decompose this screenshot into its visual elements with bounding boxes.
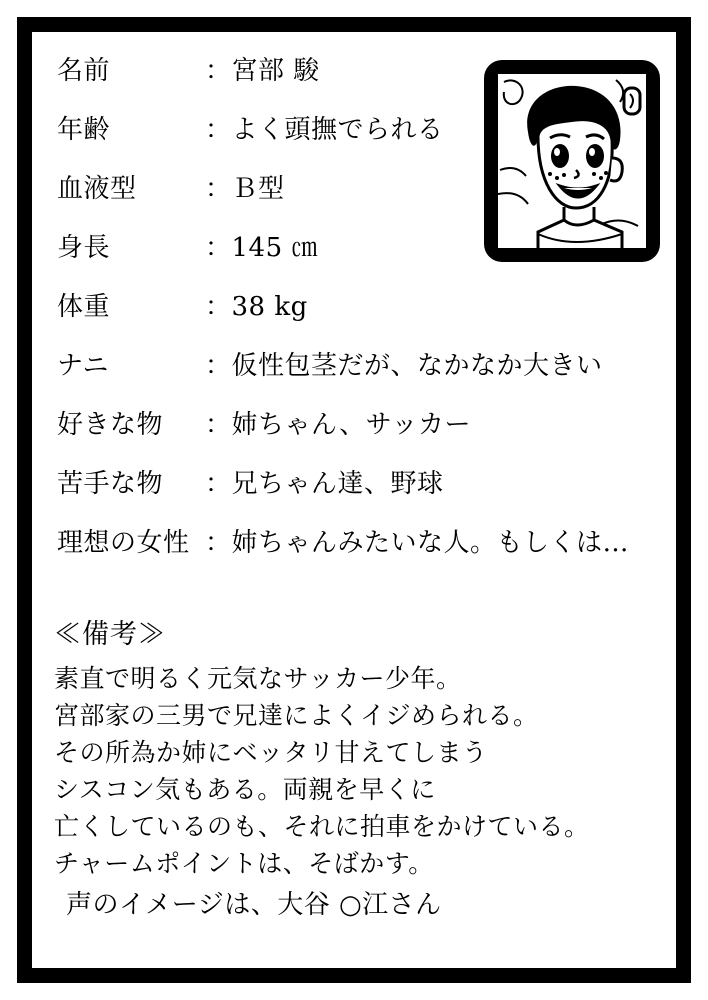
profile-label: 好きな物: [57, 410, 164, 440]
avatar: [484, 60, 660, 262]
notes-line: シスコン気もある。両親を早くに: [54, 775, 436, 804]
profile-row-ideal-woman: [57, 522, 657, 581]
corner-notch-top-left: [32, 32, 54, 50]
profile-label: ナニ: [57, 351, 109, 381]
profile-colon: ：: [205, 233, 232, 263]
avatar-image: [498, 74, 646, 248]
corner-notch-bottom-left: [32, 950, 54, 968]
profile-label: 理想の女性: [57, 528, 190, 558]
profile-colon: ：: [205, 56, 232, 86]
profile-value: Ｂ型: [231, 174, 285, 204]
corner-notch-bottom-right: [654, 950, 676, 968]
profile-value: 宮部 駿: [231, 56, 320, 86]
profile-label: 身長: [57, 233, 111, 263]
profile-row-dislikes: [57, 463, 657, 522]
profile-colon: ：: [205, 469, 232, 499]
notes-line: 宮部家の三男で兄達によくイジめられる。: [54, 701, 539, 730]
profile-colon: ：: [205, 528, 232, 558]
profile-colon: ：: [205, 174, 232, 204]
notes-heading: ≪備考≫: [54, 619, 166, 650]
notes-body: [54, 660, 654, 882]
notes-line: 亡くしているのも、それに拍車をかけている。: [54, 812, 590, 841]
profile-row-likes: [57, 404, 657, 463]
notes-line: その所為か姉にベッタリ甘えてしまう: [54, 738, 488, 767]
profile-value: 仮性包茎だが、なかなか大きい: [231, 351, 603, 381]
profile-value: 145 ㎝: [231, 233, 318, 263]
profile-row-nani: [57, 345, 657, 404]
profile-content: [32, 32, 676, 968]
profile-label: 名前: [57, 56, 111, 86]
portrait-illustration: [498, 74, 646, 248]
profile-colon: ：: [205, 115, 232, 145]
notes-line: 素直で明るく元気なサッカー少年。: [54, 664, 462, 693]
corner-notch-top-right: [654, 32, 676, 50]
profile-label: 血液型: [57, 174, 137, 204]
profile-row-weight: [57, 286, 657, 345]
profile-label: 体重: [57, 292, 111, 322]
profile-value: 兄ちゃん達、野球: [231, 469, 444, 499]
profile-colon: ：: [205, 410, 232, 440]
profile-value: 38 kg: [231, 292, 308, 322]
profile-value: よく頭撫でられる: [231, 115, 444, 145]
voice-note: 声のイメージは、大谷 ○江さん: [66, 890, 442, 920]
notes-line: チャームポイントは、そばかす。: [54, 849, 434, 878]
profile-colon: ：: [205, 351, 232, 381]
profile-value: 姉ちゃん、サッカー: [231, 410, 472, 440]
profile-label: 苦手な物: [57, 469, 164, 499]
profile-value: 姉ちゃんみたいな人。もしくは…: [231, 528, 630, 558]
profile-label: 年齢: [57, 115, 111, 145]
profile-colon: ：: [205, 292, 232, 322]
